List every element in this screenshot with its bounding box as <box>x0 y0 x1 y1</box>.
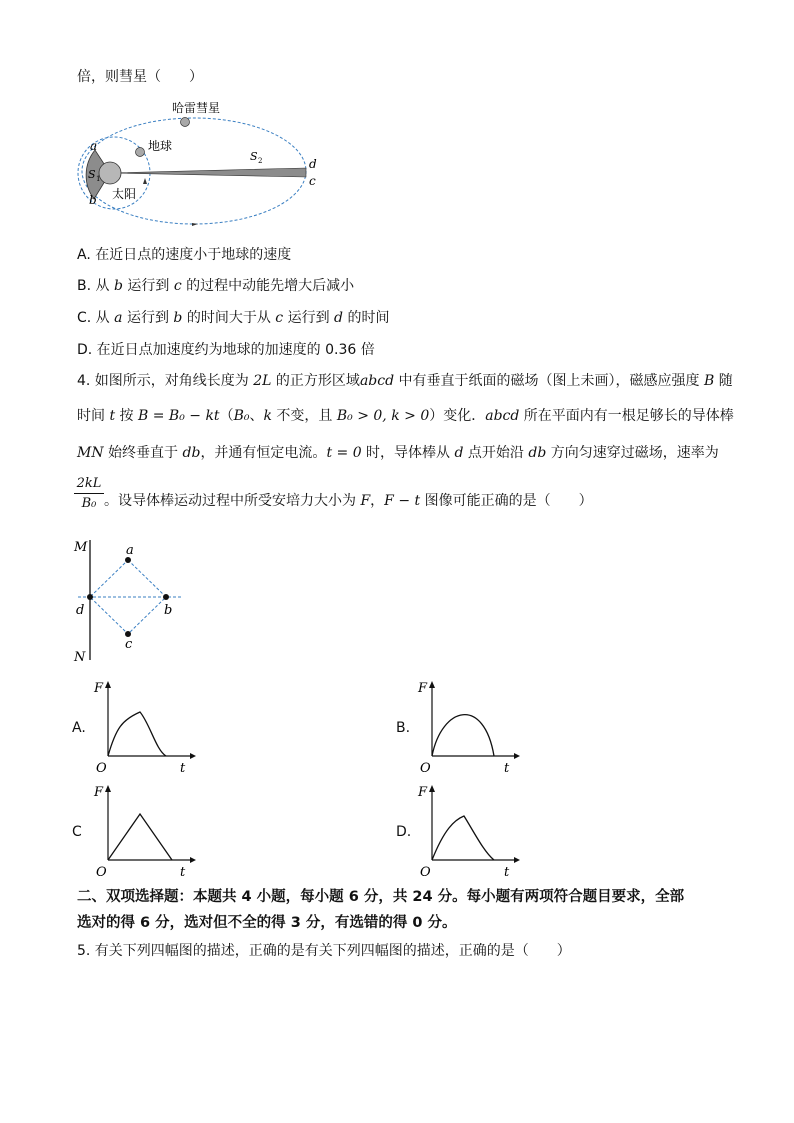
label-earth: 地球 <box>148 139 173 153</box>
comet <box>181 118 190 127</box>
graph-option-b-label: B. <box>396 720 411 736</box>
velocity-fraction <box>74 476 104 511</box>
fraction-numerator: 2kL <box>76 476 102 491</box>
curve-b <box>432 715 494 756</box>
svg-text:t: t <box>504 865 510 880</box>
label-comet: 哈雷彗星 <box>172 101 221 115</box>
label-s1-sub: 1 <box>96 175 101 183</box>
q4-line-3: MN 始终垂直于 db，并通有恒定电流。t = 0 时，导体棒从 d 点开始沿 db 方向匀速穿过磁场，速率为 <box>77 445 719 461</box>
earth <box>136 148 145 157</box>
option-b: B. 从 b 运行到 c 的过程中动能先增大后减小 <box>77 278 355 294</box>
svg-text:F: F <box>94 785 104 800</box>
question-tail-text: 倍，则彗星（ ） <box>77 69 203 85</box>
svg-text:O: O <box>96 865 107 880</box>
label-n: N <box>74 650 86 665</box>
option-c: C. 从 a 运行到 b 的时间大于从 c 运行到 d 的时间 <box>77 310 390 326</box>
label-s1: S <box>88 168 96 181</box>
label-a: a <box>90 139 98 153</box>
svg-text:O: O <box>420 865 431 880</box>
curve-a <box>108 712 166 756</box>
fraction-denominator: B₀ <box>81 496 97 511</box>
section-2-heading-line-1: 二、双项选择题：本题共 4 小题，每小题 6 分，共 24 分。每小题有两项符合题目要求，全部 <box>77 889 685 905</box>
svg-text:t: t <box>180 865 186 880</box>
orbit-arrow <box>192 223 198 226</box>
label-a2: a <box>126 543 134 558</box>
graph-d <box>414 780 524 880</box>
svg-text:F: F <box>418 785 428 800</box>
orbit-arrow <box>143 178 147 184</box>
graph-a <box>90 676 200 776</box>
option-d: D. 在近日点加速度约为地球的加速度的 0.36 倍 <box>77 342 375 358</box>
sun <box>99 162 121 184</box>
label-d: d <box>309 157 317 171</box>
area-s2 <box>110 168 306 177</box>
graph-c <box>90 780 200 880</box>
svg-text:F: F <box>94 681 104 696</box>
label-sun: 太阳 <box>112 187 137 201</box>
graph-option-a-label: A. <box>72 720 86 736</box>
label-b2: b <box>164 603 173 618</box>
graph-option-d-label: D. <box>396 824 412 840</box>
point-b <box>163 594 169 600</box>
label-d2: d <box>76 603 85 618</box>
square-field-diagram <box>70 535 190 665</box>
q5-text: 5. 有关下列四幅图的描述，正确的是有关下列四幅图的描述，正确的是（ ） <box>77 943 571 959</box>
comet-orbit-diagram <box>72 96 332 231</box>
graph-option-c-label: C <box>72 824 82 840</box>
point-d <box>87 594 93 600</box>
q4-line-1: 4. 如图所示，对角线长度为 2L 的正方形区域abcd 中有垂直于纸面的磁场（图上未画），磁感应强度 B 随 <box>77 373 733 389</box>
label-c2: c <box>125 637 133 652</box>
section-2-heading-line-2: 选对的得 6 分，选对但不全的得 3 分，有选错的得 0 分。 <box>77 915 457 931</box>
label-m: M <box>74 540 88 555</box>
option-a: A. 在近日点的速度小于地球的速度 <box>77 247 292 263</box>
svg-text:O: O <box>420 761 431 776</box>
svg-text:F: F <box>418 681 428 696</box>
label-c: c <box>309 174 316 188</box>
q4-line-4: 。设导体棒运动过程中所受安培力大小为 F，F − t 图像可能正确的是（ ） <box>104 493 593 509</box>
svg-text:O: O <box>96 761 107 776</box>
svg-text:t: t <box>504 761 510 776</box>
label-s2: S <box>250 150 258 163</box>
label-b: b <box>89 193 97 207</box>
svg-text:t: t <box>180 761 186 776</box>
curve-d <box>432 816 494 860</box>
label-s2-sub: 2 <box>258 157 263 165</box>
graph-b <box>414 676 524 776</box>
curve-c <box>108 814 172 860</box>
q4-line-2: 时间 t 按 B = B₀ − kt（B₀、k 不变，且 B₀ > 0, k > 0）变化．abcd 所在平面内有一根足够长的导体棒 <box>77 408 734 424</box>
